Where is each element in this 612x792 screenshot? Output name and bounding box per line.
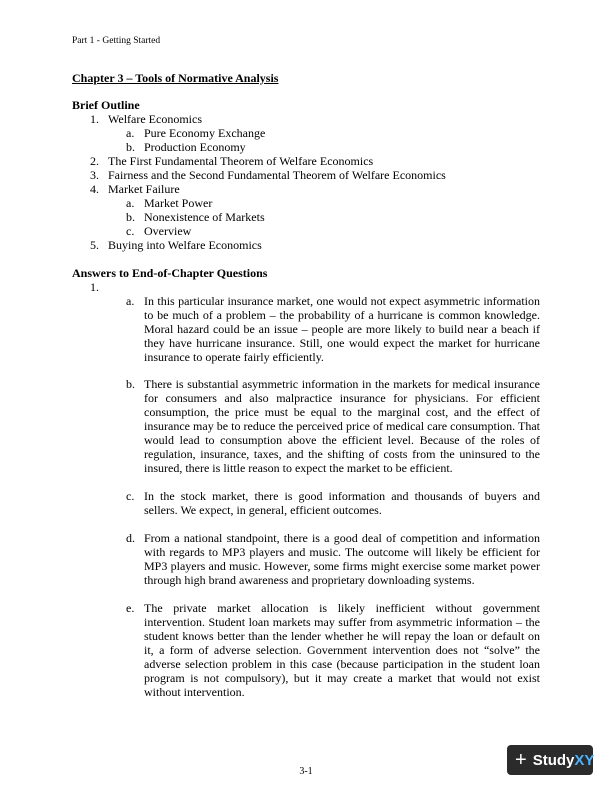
answer-text: The private market allocation is likely inefficient without government intervention. Student loan markets may suffer from asymmetric information – the student knows better than the lender whether he will repay the loan or default on it, a form of adverse selection. Government intervention does not “solve” the adverse selection problem in this case (because participation in the student loan program is not compulsory), but it may create a market that would not exist without intervention. xyxy=(144,601,540,699)
badge-text-main: Study xyxy=(532,751,575,769)
badge-text-accent: XY xyxy=(574,751,595,769)
question-number: 1. xyxy=(90,280,99,294)
outline-item: 5. Buying into Welfare Economics xyxy=(90,238,262,252)
outline-subitem: b. Production Economy xyxy=(126,140,246,154)
answer-part xyxy=(126,489,540,517)
plus-icon: + xyxy=(515,749,527,771)
outline-item: 3. Fairness and the Second Fundamental Theorem of Welfare Economics xyxy=(90,168,446,182)
outline-item: 4. Market Failure xyxy=(90,182,180,196)
outline-subitem: b. Nonexistence of Markets xyxy=(126,210,265,224)
answer-letter: a. xyxy=(126,294,135,308)
answer-text: There is substantial asymmetric information in the markets for medical insurance for consumers and also malpractice insurance for physicians. For efficient consumption, the price must be equal to the marginal cost, and the effect of insurance may be to reduce the perceived price of medical care consumption. That would lead to consumption above the efficient level. Because of the roles of regulation, insurance, taxes, and the shifting of costs from the uninsured to the insured, there is little reason to expect the market to be efficient. xyxy=(144,377,540,475)
answer-part xyxy=(126,294,540,364)
answer-letter: c. xyxy=(126,489,135,503)
answer-part xyxy=(126,531,540,587)
running-header: Part 1 - Getting Started xyxy=(72,36,161,46)
studyxy-badge[interactable] xyxy=(507,745,593,775)
answer-letter: e. xyxy=(126,601,135,615)
answer-part xyxy=(126,601,540,699)
answer-text: From a national standpoint, there is a good deal of competition and information with regards to MP3 players and music. The outcome will likely be efficient for MP3 players and music. However, some firms might exercise some market power through high brand awareness and proprietary downloading systems. xyxy=(144,531,540,587)
outline-item: 2. The First Fundamental Theorem of Welfare Economics xyxy=(90,154,374,168)
outline-subitem: a. Pure Economy Exchange xyxy=(126,126,266,140)
answer-part xyxy=(126,377,540,475)
answer-letter: d. xyxy=(126,531,135,545)
answer-text: In this particular insurance market, one would not expect asymmetric information to be much of a problem – the probability of a hurricane is common knowledge. Moral hazard could be an issue – people are more likely to build near a beach if they have hurricane insurance. Still, one would expect the market for hurricane insurance to operate fairly efficiently. xyxy=(144,294,540,364)
answers-heading: Answers to End-of-Chapter Questions xyxy=(72,266,268,280)
chapter-title: Chapter 3 – Tools of Normative Analysis xyxy=(72,71,279,85)
outline-subitem: c. Overview xyxy=(126,224,192,238)
answer-text: In the stock market, there is good information and thousands of buyers and sellers. We expect, in general, efficient outcomes. xyxy=(144,489,540,517)
outline-item: 1. Welfare Economics xyxy=(90,112,202,126)
outline-subitem: a. Market Power xyxy=(126,196,213,210)
brief-outline-heading: Brief Outline xyxy=(72,98,140,112)
answer-letter: b. xyxy=(126,377,135,391)
page-number: 3-1 xyxy=(299,766,313,777)
